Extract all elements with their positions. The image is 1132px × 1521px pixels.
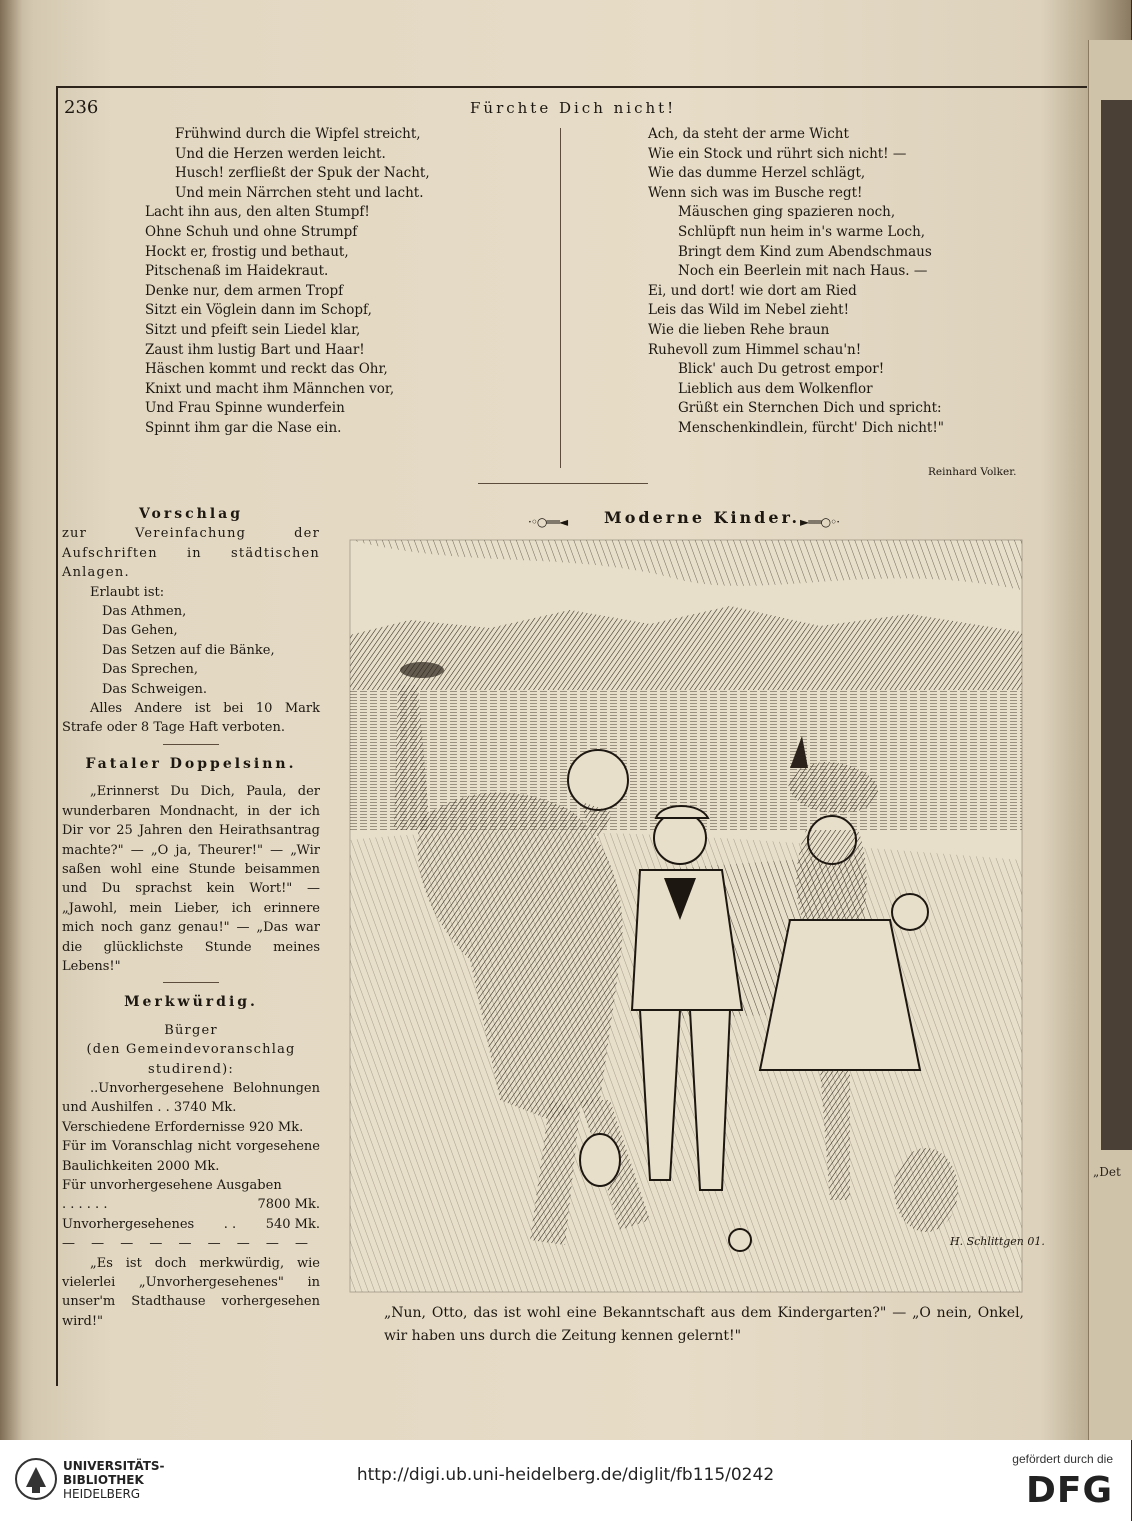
poem-left-column: [145, 125, 430, 439]
sidebar-divider: [163, 744, 219, 745]
poem-line: Noch ein Beerlein mit nach Haus. —: [678, 263, 928, 280]
poem-line: Sitzt ein Vöglein dann im Schopf,: [145, 302, 372, 319]
ledger-block: [62, 1176, 320, 1234]
ledger-amount: 540 Mk.: [265, 1216, 320, 1232]
institution-line: UNIVERSITÄTS-: [63, 1459, 165, 1473]
poem-line: Mäuschen ging spazieren noch,: [678, 204, 896, 221]
merkwuerdig-heading: Merkwürdig.: [124, 994, 258, 1011]
page-frame-left: [56, 86, 58, 1386]
small-dog: [894, 1148, 958, 1232]
cartoon-title: Moderne Kinder.: [604, 508, 801, 527]
sidebar-divider: [163, 982, 219, 983]
poem-line: Und Frau Spinne wunderfein: [145, 400, 345, 417]
poem-line: Ach, da steht der arme Wicht: [648, 126, 849, 142]
column-divider: [560, 128, 561, 468]
poem-line: Und mein Närrchen steht und lacht.: [175, 184, 424, 201]
cartoon-illustration: [350, 540, 1045, 1292]
ledger-dots: . . . . . .: [62, 1197, 108, 1213]
poem-line: Bringt dem Kind zum Abendschmaus: [678, 243, 932, 260]
poem-line: Husch! zerfließt der Spuk der Nacht,: [175, 165, 430, 182]
vorschlag-list: [62, 602, 320, 699]
title-ornament-right: ►══○◦·: [800, 515, 840, 529]
list-item: Das Setzen auf die Bänke,: [102, 642, 275, 658]
fataler-heading: Fataler Doppelsinn.: [85, 755, 297, 772]
poem-line: Ruhevoll zum Himmel schau'n!: [648, 341, 862, 358]
section-divider: [478, 483, 648, 484]
merkwuerdig-note: (den Gemeindevoranschlag studirend):: [86, 1042, 296, 1077]
title-ornament-left: ·◦○══◄: [528, 515, 568, 529]
poem-line: Lacht ihn aus, den alten Stumpf!: [145, 204, 370, 221]
list-item: Das Gehen,: [102, 623, 178, 639]
book-spine-shadow: [0, 0, 22, 1440]
ledger-dots: . .: [223, 1216, 237, 1232]
fataler-body: „Erinnerst Du Dich, Paula, der wunderbaren Mondnacht, in der ich Dir vor 25 Jahren den Heirathsantrag machte?" — „O ja, Theurer!" — „Wir saßen wohl eine Stunde beisammen und Du sprachst kein Wort!" — „Jawohl, mein Lieber, ich erinnere mich noch ganz genau!" — „Das war die glücklichste Stunde meines Lebens!": [62, 784, 320, 974]
poem-line: Häschen kommt und reckt das Ohr,: [145, 361, 388, 378]
poem-line: Zaust ihm lustig Bart und Haar!: [145, 341, 365, 358]
poem-line: Leis das Wild im Nebel zieht!: [648, 302, 850, 319]
footer-bar: [0, 1440, 1131, 1521]
running-title: Fürchte Dich nicht!: [470, 99, 677, 117]
poem-line: Wie ein Stock und rührt sich nicht! —: [648, 145, 907, 162]
facing-page-caption: „Det: [1093, 1165, 1121, 1179]
ledger-line: [62, 1195, 320, 1214]
merkwuerdig-quote: „Es ist doch merkwürdig, wie vielerlei „Unvorhergesehenes" in unser'm Stadthause vorhergesehen wird!": [62, 1255, 320, 1329]
poem-line: Grüßt ein Sternchen Dich und spricht:: [678, 400, 942, 417]
poem-line: Blick' auch Du getrost empor!: [678, 361, 885, 378]
man-hat-in-hand: [580, 1134, 620, 1186]
poem-line: Menschenkindlein, fürcht' Dich nicht!": [678, 419, 944, 436]
ledger-line: ..Unvorhergesehene Belohnungen und Aushilfen . . 3740 Mk.: [62, 1080, 320, 1116]
dfg-logo: DFG: [1025, 1470, 1113, 1511]
ball: [729, 1229, 751, 1251]
poem-line: Lieblich aus dem Wolkenflor: [678, 380, 873, 397]
ledger-line: [62, 1215, 320, 1234]
vorschlag-heading: Vorschlag: [138, 506, 244, 522]
poem-line: Ohne Schuh und ohne Strumpf: [145, 223, 358, 240]
page-frame-top: [56, 86, 1087, 88]
distant-lady-parasol: [400, 662, 444, 678]
poem-line: Pitschenaß im Haidekraut.: [145, 263, 329, 280]
poem-line: Knixt und macht ihm Männchen vor,: [145, 380, 395, 397]
poem-line: Denke nur, dem armen Tropf: [145, 282, 344, 299]
ledger-separator: — — — — — — — — —: [62, 1236, 315, 1252]
list-item: Das Sprechen,: [102, 662, 198, 678]
girl-hair: [796, 830, 866, 930]
poem-line: Frühwind durch die Wipfel streicht,: [175, 126, 421, 142]
ledger-line: [62, 1176, 320, 1195]
man-head: [568, 750, 628, 810]
list-item: Das Schweigen.: [102, 681, 208, 697]
boy-head: [654, 812, 706, 864]
ledger-line: Für im Voranschlag nicht vorgesehene Baulichkeiten 2000 Mk.: [62, 1139, 320, 1174]
poem-line: Schlüpft nun heim in's warme Loch,: [678, 223, 926, 240]
doll-head: [892, 894, 928, 930]
institution-line: HEIDELBERG: [63, 1487, 141, 1501]
ledger-line: Verschiedene Erfordernisse 920 Mk.: [62, 1119, 304, 1135]
page-number: 236: [64, 97, 99, 118]
poem-line: Wie das dumme Herzel schlägt,: [648, 165, 866, 182]
facing-page-illustration-strip: [1101, 100, 1132, 1150]
poem-line: Und die Herzen werden leicht.: [175, 145, 386, 162]
facing-page-edge: [1088, 40, 1132, 1440]
merkwuerdig-speaker: Bürger: [164, 1022, 218, 1038]
poem-author: Reinhard Volker.: [928, 466, 1017, 478]
source-url-link[interactable]: http://digi.ub.uni-heidelberg.de/diglit/fb115/0242: [356, 1465, 775, 1485]
vorschlag-allowed-label: Erlaubt ist:: [90, 584, 165, 600]
vorschlag-subtitle: zur Vereinfachung der Aufschriften in städtischen Anlagen.: [62, 526, 320, 581]
artist-signature: H. Schlittgen 01.: [950, 1235, 1045, 1248]
institution-line: BIBLIOTHEK: [63, 1473, 144, 1487]
cartoon-caption: „Nun, Otto, das ist wohl eine Bekanntschaft aus dem Kindergarten?" — „O nein, Onkel, wir haben uns durch die Zeitung kennen gelernt!": [384, 1305, 1024, 1344]
poem-line: Sitzt und pfeift sein Liedel klar,: [145, 321, 361, 338]
ledger-amount: 7800 Mk.: [257, 1197, 320, 1213]
vorschlag-footer: Alles Andere ist bei 10 Mark Strafe oder 8 Tage Haft verboten.: [62, 701, 320, 736]
ledger-label: Für unvorhergesehene Ausgaben: [62, 1178, 282, 1193]
list-item: Das Athmen,: [102, 604, 187, 620]
poem-line: Wie die lieben Rehe braun: [648, 321, 830, 338]
poem-line: Hockt er, frostig und bethaut,: [145, 243, 349, 260]
sidebar-column: [62, 505, 320, 1331]
poem-line: Ei, und dort! wie dort am Ried: [648, 282, 857, 299]
ledger-label: Unvorhergesehenes: [62, 1216, 195, 1232]
poem-right-column: [648, 125, 944, 439]
poem-line: Spinnt ihm gar die Nase ein.: [145, 419, 342, 436]
funded-by-label: gefördert durch die: [1012, 1452, 1113, 1466]
poem-line: Wenn sich was im Busche regt!: [648, 184, 863, 201]
